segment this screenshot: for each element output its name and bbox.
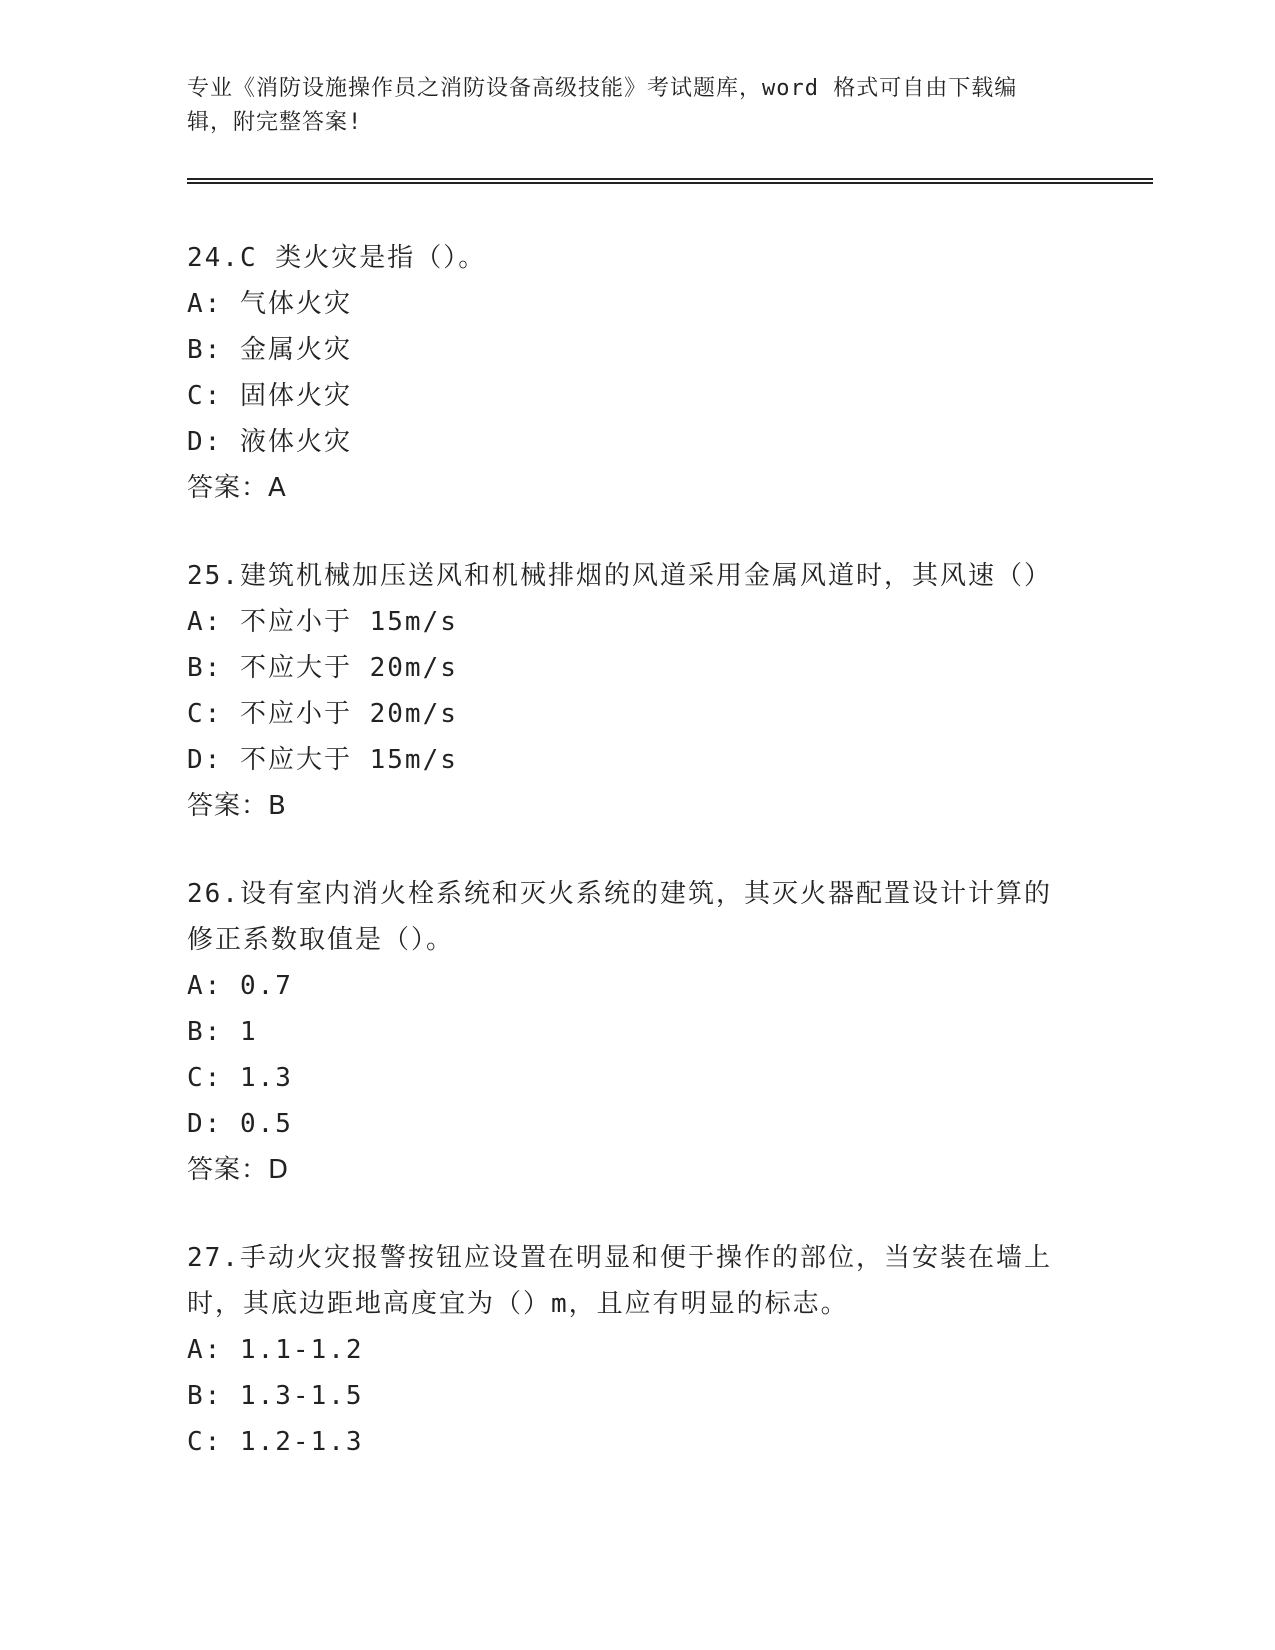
question-25 [187,553,1087,829]
question-26 [187,871,1087,1193]
answer: 答案：D [187,1155,290,1185]
header-line-2: 辑，附完整答案! [187,110,363,135]
option-a: A: 0.7 [187,971,293,1001]
question-list [187,235,1087,1507]
question-text-cont: 时，其底边距地高度宜为（）m，且应有明显的标志。 [187,1289,849,1319]
option-d: D: 液体火灾 [187,427,352,457]
header-line-1: 专业《消防设施操作员之消防设备高级技能》考试题库，word 格式可自由下载编 [187,76,1018,101]
question-27 [187,1235,1087,1465]
answer: 答案：A [187,473,287,503]
question-24 [187,235,1087,511]
question-text: 24.C 类火灾是指（）。 [187,243,487,273]
option-c: C: 1.3 [187,1063,293,1093]
question-text: 25.建筑机械加压送风和机械排烟的风道采用金属风道时，其风速（） [187,561,1052,591]
option-b: B: 1.3-1.5 [187,1381,364,1411]
option-d: D: 0.5 [187,1109,293,1139]
option-b: B: 1 [187,1017,258,1047]
option-b: B: 不应大于 20m/s [187,653,458,683]
answer: 答案：B [187,791,287,821]
document-header [187,72,1087,140]
option-a: A: 气体火灾 [187,289,352,319]
option-a: A: 不应小于 15m/s [187,607,458,637]
option-c: C: 1.2-1.3 [187,1427,364,1457]
option-a: A: 1.1-1.2 [187,1335,364,1365]
question-text: 27.手动火灾报警按钮应设置在明显和便于操作的部位，当安装在墙上 [187,1243,1052,1273]
header-divider [187,178,1153,184]
question-text: 26.设有室内消火栓系统和灭火系统的建筑，其灭火器配置设计计算的 [187,879,1052,909]
option-d: D: 不应大于 15m/s [187,745,458,775]
option-b: B: 金属火灾 [187,335,352,365]
option-c: C: 固体火灾 [187,381,352,411]
option-c: C: 不应小于 20m/s [187,699,458,729]
question-text-cont: 修正系数取值是（）。 [187,925,455,955]
